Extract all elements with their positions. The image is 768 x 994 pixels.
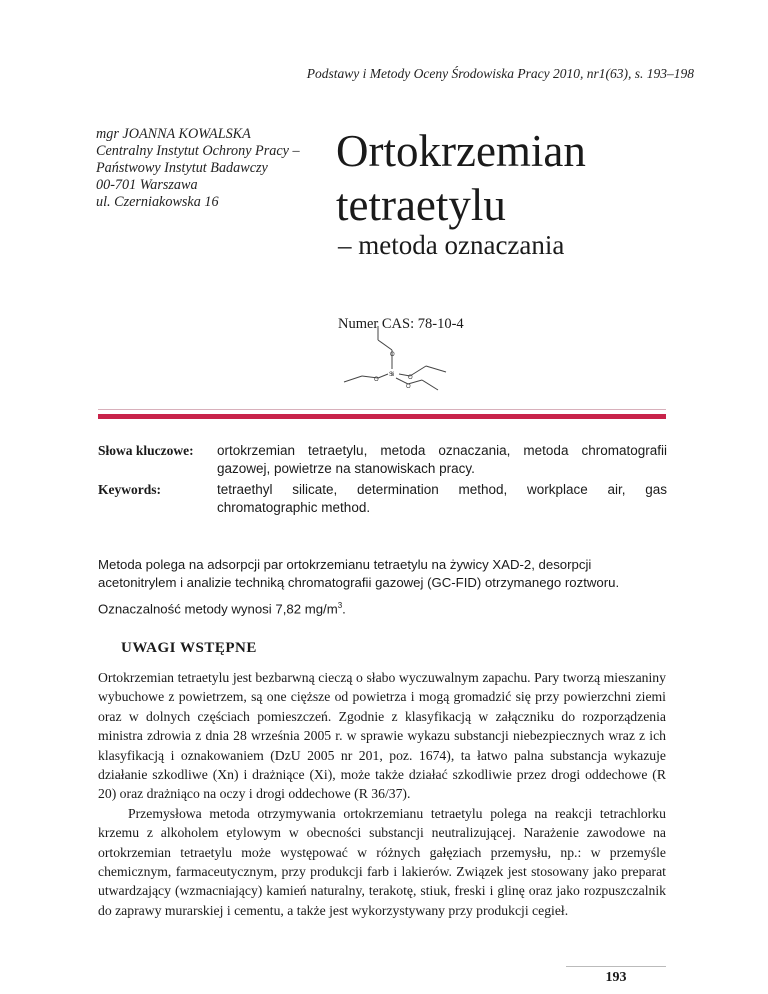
abstract-period: . xyxy=(342,601,346,617)
author-postal-code: 00-701 Warszawa xyxy=(96,177,198,193)
title-line-2: tetraetylu xyxy=(336,180,506,230)
oxygen-atom-label: O xyxy=(406,384,411,390)
abstract-paragraph-1: Metoda polega na adsorpcji par ortokrzemianu tetraetylu na żywicy XAD-2, desorpcji acetonitrylem i analizie techniką chromatografii gazowej (GC-FID) otrzymanego roztworu. xyxy=(98,557,620,590)
author-block xyxy=(96,126,316,211)
keywords-pl-text: ortokrzemian tetraetylu, metoda oznaczania, metoda chromatografii gazowej, powietrze na stanowiskach pracy. xyxy=(217,443,667,476)
header-divider-thin xyxy=(98,409,666,410)
section-body xyxy=(98,668,666,920)
author-name: mgr JOANNA KOWALSKA xyxy=(96,126,251,142)
page-number: 193 xyxy=(605,970,627,985)
journal-citation: Podstawy i Metody Oceny Środowiska Pracy 2010, nr1(63), s. 193–198 xyxy=(306,66,694,81)
header-divider-accent xyxy=(98,414,666,419)
silicon-atom-label: Si xyxy=(389,372,395,378)
author-institute-type: Państwowy Instytut Badawczy xyxy=(96,160,268,176)
author-street: ul. Czerniakowska 16 xyxy=(96,194,219,210)
structural-formula-diagram xyxy=(330,322,480,402)
keywords-en-label: Keywords: xyxy=(98,482,161,497)
keywords-en-text: tetraethyl silicate, determination method, workplace air, gas chromatographic method. xyxy=(217,482,667,515)
oxygen-atom-label: O xyxy=(374,377,379,383)
oxygen-atom-label: O xyxy=(408,375,413,381)
cas-number: Numer CAS: 78-10-4 xyxy=(338,316,464,332)
oxygen-atom-label: O xyxy=(390,352,395,358)
body-paragraph-1: Ortokrzemian tetraetylu jest bezbarwną cieczą o słabo wyczuwalnym zapachu. Pary tworzą mieszaniny wybuchowe z powietrzem, są one cięższe od powietrza i mogą gromadzić się przy powierzchni ziemi oraz w dolnych częściach pomieszczeń. Zgodnie z klasyfikacją w załączniku do rozporządzenia ministra zdrowia z dnia 28 września 2005 r. w sprawie wykazu substancji niebezpiecznych wraz z ich klasyfikacją i oznakowaniem (DzU 2005 nr 201, poz. 1674), ta łatwo palna substancja wykazuje działanie szkodliwe (Xn) i drażniące (Xi), może także działać szkodliwie przez drogi oddechowe (R 20) oraz drażniąco na oczy i drogi oddechowe (R 36/37). xyxy=(98,670,666,802)
footer-divider xyxy=(566,966,666,967)
article-subtitle: – metoda oznaczania xyxy=(338,230,565,260)
keywords-pl-label: Słowa kluczowe: xyxy=(98,443,194,458)
abstract-detection-limit: Oznaczalność metody wynosi 7,82 mg/m xyxy=(98,601,338,617)
section-heading: UWAGI WSTĘPNE xyxy=(121,640,257,656)
title-line-1: Ortokrzemian xyxy=(336,126,586,176)
abstract-paragraph-2 xyxy=(98,597,346,618)
abstract-superscript: 3 xyxy=(337,601,343,610)
article-title xyxy=(336,124,696,232)
author-institute: Centralny Instytut Ochrony Pracy – xyxy=(96,143,300,159)
body-paragraph-2: Przemysłowa metoda otrzymywania ortokrzemianu tetraetylu polega na reakcji tetrachlorku krzemu z alkoholem etylowym w obecności substancji neutralizującej. Narażenie zawodowe na ortokrzemian tetraetylu może występować w różnych gałęziach przemysłu, np.: w przemyśle chemicznym, farmaceutycznym, przy produkcji farb i lakierów. Związek jest stosowany jako preparat utwardzający (wzmacniający) kamień naturalny, terakotę, stiuk, freski i glinę oraz jako rozpuszczalnik do zaprawy murarskiej i cementu, a także jest wykorzystywany przy produkcji cegieł. xyxy=(98,805,666,918)
